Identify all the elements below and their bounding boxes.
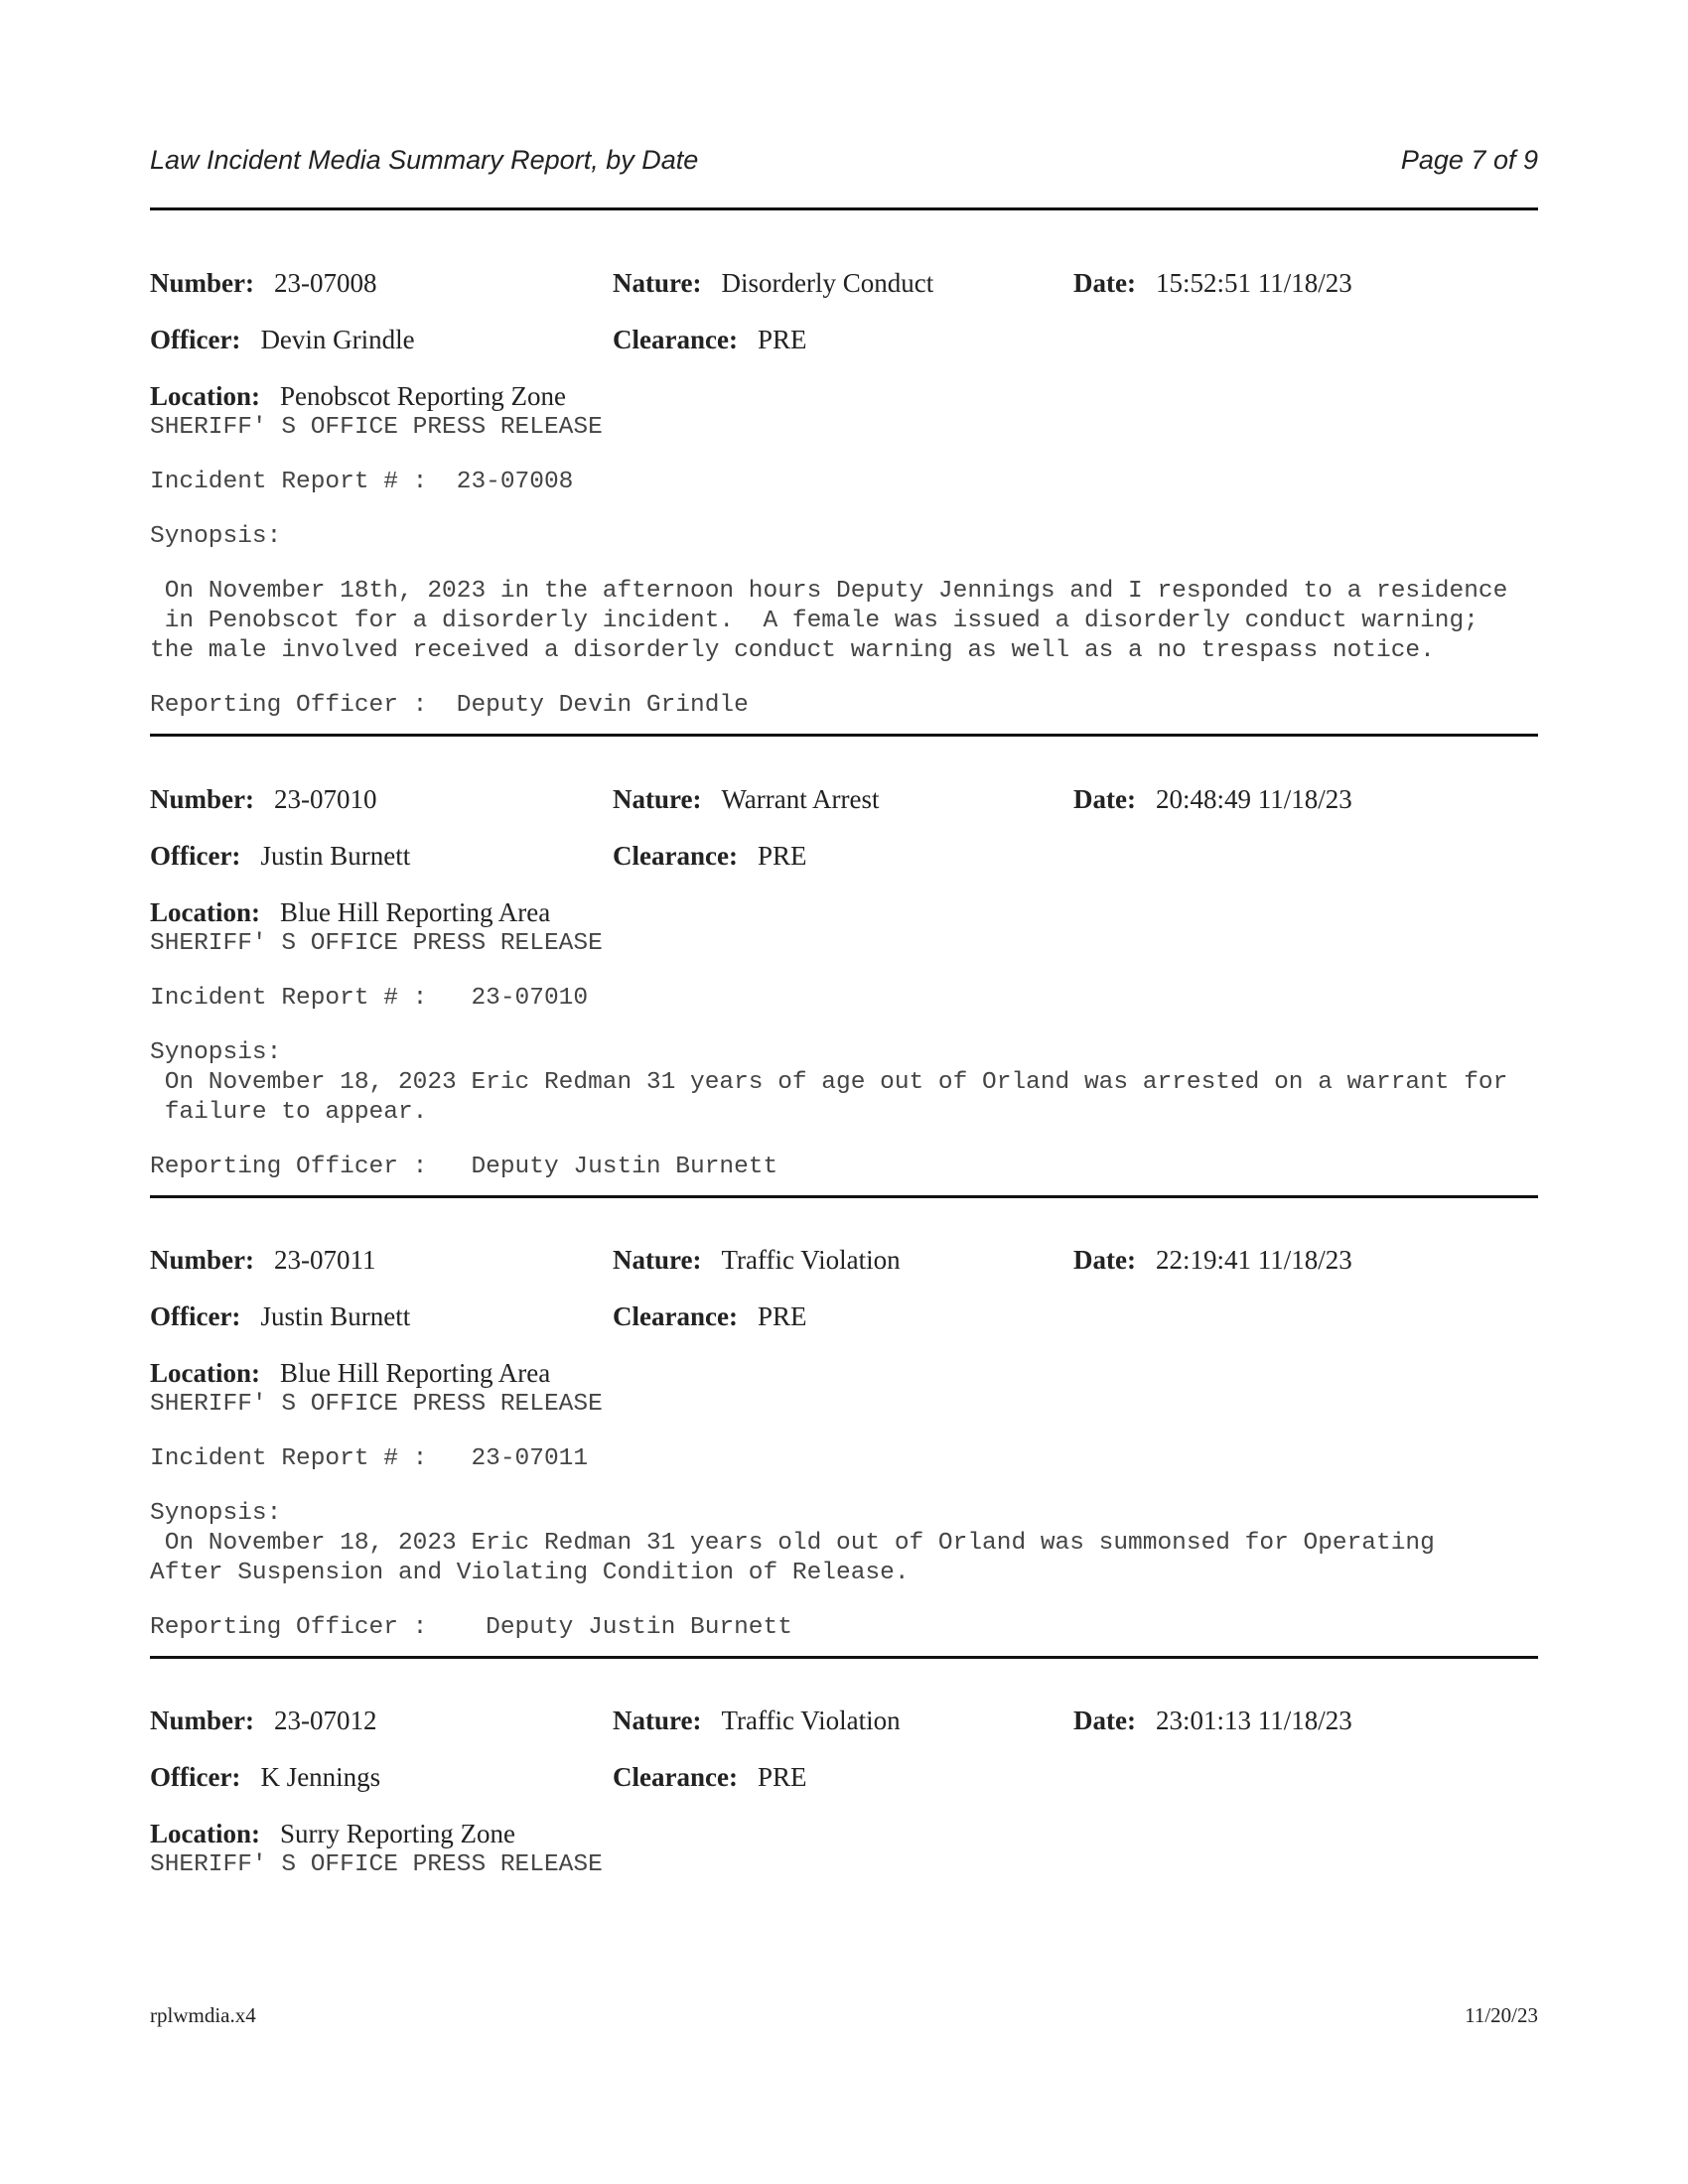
nature-field [613,1243,901,1277]
date-field [1073,1243,1352,1277]
synopsis-label: Synopsis: [150,1039,282,1066]
date-value: 22:19:41 11/18/23 [1155,1245,1352,1275]
nature-label: Nature: [613,1245,702,1275]
press-release-heading: SHERIFF' S OFFICE PRESS RELEASE [150,1391,603,1418]
record-row-2 [150,1760,1538,1817]
date-label: Date: [1073,1706,1136,1735]
number-label: Number: [150,1706,254,1735]
location-value: Blue Hill Reporting Area [280,897,551,927]
clearance-value: PRE [757,325,807,354]
clearance-field [613,839,806,873]
clearance-value: PRE [757,1301,807,1331]
record-row-1 [150,1704,1538,1760]
nature-value: Warrant Arrest [721,784,880,814]
location-value: Blue Hill Reporting Area [280,1358,551,1388]
clearance-label: Clearance: [613,1762,738,1792]
reporting-officer: Reporting Officer : Deputy Justin Burnett [150,1614,792,1641]
officer-label: Officer: [150,1762,241,1792]
location-label: Location: [150,381,260,411]
clearance-field [613,323,806,356]
officer-label: Officer: [150,1301,241,1331]
officer-field [150,323,415,356]
officer-label: Officer: [150,841,241,871]
nature-field [613,782,880,816]
officer-field [150,839,410,873]
location-field [150,1817,1538,1850]
nature-label: Nature: [613,784,702,814]
number-field [150,782,376,816]
press-release-heading: SHERIFF' S OFFICE PRESS RELEASE [150,414,603,441]
date-field [1073,266,1352,300]
clearance-label: Clearance: [613,841,738,871]
record-divider [150,734,1538,737]
location-label: Location: [150,897,260,927]
officer-value: Devin Grindle [260,325,415,354]
location-label: Location: [150,1819,260,1848]
number-field [150,1243,375,1277]
officer-field [150,1299,410,1333]
number-value: 23-07012 [273,1706,377,1735]
incident-report-number: Incident Report # : 23-07010 [150,985,589,1012]
number-value: 23-07008 [273,268,377,298]
number-value: 23-07010 [273,784,377,814]
number-label: Number: [150,784,254,814]
officer-label: Officer: [150,325,241,354]
reporting-officer: Reporting Officer : Deputy Devin Grindle [150,692,749,719]
number-field [150,266,376,300]
location-value: Surry Reporting Zone [280,1819,515,1848]
location-field [150,379,1538,413]
date-value: 15:52:51 11/18/23 [1155,268,1352,298]
location-value: Penobscot Reporting Zone [280,381,566,411]
clearance-value: PRE [757,841,807,871]
synopsis-text: On November 18, 2023 Eric Redman 31 years of age out of Orland was arrested on a warrant for failure to appear. [164,1069,1508,1126]
footer-report-code: rplwmdia.x4 [150,2003,256,2027]
clearance-field [613,1299,806,1333]
clearance-label: Clearance: [613,325,738,354]
nature-field [613,266,933,300]
press-release-heading: SHERIFF' S OFFICE PRESS RELEASE [150,1851,603,1878]
header-rule [150,207,1538,210]
number-value: 23-07011 [273,1245,376,1275]
synopsis-text: On November 18th, 2023 in the afternoon hours Deputy Jennings and I responded to a residence in Penobscot for a disorderly incident. A female was issued a disorderly conduct warning; the male involved received a disorderly conduct warning as well as a no trespass notice. [150,578,1508,664]
record-row-1 [150,266,1538,323]
reporting-officer: Reporting Officer : Deputy Justin Burnett [150,1154,778,1180]
synopsis-label: Synopsis: [150,523,282,550]
record-divider [150,1195,1538,1198]
record-row-2 [150,839,1538,895]
record-row-1 [150,1243,1538,1299]
record-row-2 [150,1299,1538,1356]
synopsis-label: Synopsis: [150,1500,282,1527]
location-field [150,895,1538,929]
nature-value: Traffic Violation [721,1706,901,1735]
synopsis-text: On November 18, 2023 Eric Redman 31 years old out of Orland was summonsed for Operating After Suspension and Violating Condition of Release. [150,1530,1435,1586]
page-number: Page 7 of 9 [1400,145,1538,175]
nature-field [613,1704,901,1737]
record-row-2 [150,323,1538,379]
nature-label: Nature: [613,268,702,298]
date-label: Date: [1073,784,1136,814]
number-label: Number: [150,268,254,298]
date-field [1073,1704,1352,1737]
number-label: Number: [150,1245,254,1275]
record-row-1 [150,782,1538,839]
location-field [150,1356,1538,1390]
date-label: Date: [1073,1245,1136,1275]
footer-print-date: 11/20/23 [1465,2003,1538,2027]
incident-report-number: Incident Report # : 23-07011 [150,1445,589,1472]
report-title: Law Incident Media Summary Report, by Date [150,145,699,175]
clearance-field [613,1760,806,1794]
incident-report-number: Incident Report # : 23-07008 [150,469,574,495]
incident-record [150,782,1538,1182]
date-label: Date: [1073,268,1136,298]
incident-record [150,1243,1538,1643]
date-value: 23:01:13 11/18/23 [1155,1706,1352,1735]
officer-value: K Jennings [260,1762,381,1792]
officer-value: Justin Burnett [260,841,411,871]
clearance-value: PRE [757,1762,807,1792]
record-divider [150,1656,1538,1659]
number-field [150,1704,376,1737]
clearance-label: Clearance: [613,1301,738,1331]
nature-value: Disorderly Conduct [721,268,934,298]
press-release-heading: SHERIFF' S OFFICE PRESS RELEASE [150,930,603,957]
date-value: 20:48:49 11/18/23 [1155,784,1352,814]
nature-value: Traffic Violation [721,1245,901,1275]
nature-label: Nature: [613,1706,702,1735]
officer-value: Justin Burnett [260,1301,411,1331]
incident-record [150,1704,1538,1880]
officer-field [150,1760,380,1794]
incident-record [150,266,1538,721]
date-field [1073,782,1352,816]
location-label: Location: [150,1358,260,1388]
